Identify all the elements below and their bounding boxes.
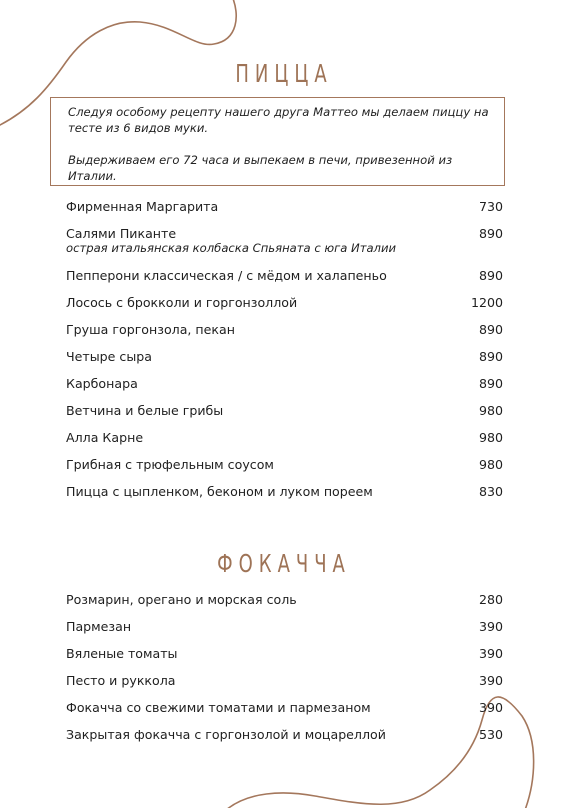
menu-item <box>66 727 503 745</box>
item-name: Ветчина и белые грибы <box>66 403 224 418</box>
item-price: 390 <box>478 646 503 661</box>
menu-item <box>66 295 503 313</box>
pizza-section-title: ПИЦЦА <box>235 58 333 88</box>
item-name: Лосось с брокколи и горгонзоллой <box>66 295 298 310</box>
item-name: Алла Карне <box>66 430 144 445</box>
menu-item <box>66 673 503 691</box>
item-price: 390 <box>478 700 503 715</box>
item-price: 890 <box>478 268 503 283</box>
item-price: 830 <box>478 484 503 499</box>
item-name: Фокачча со свежими томатами и пармезаном <box>66 700 371 715</box>
item-name: Розмарин, орегано и морская соль <box>66 592 297 607</box>
item-price: 980 <box>478 430 503 445</box>
item-name: Пармезан <box>66 619 132 634</box>
item-price: 890 <box>478 226 503 241</box>
item-price: 1200 <box>470 295 503 310</box>
menu-item <box>66 376 503 394</box>
menu-item <box>66 700 503 718</box>
item-price: 980 <box>478 457 503 472</box>
item-description: острая итальянская колбаска Спьяната с юга Италии <box>66 241 397 255</box>
intro-text-1: Следуя особому рецепту нашего друга Маттео мы делаем пиццу на тесте из 6 видов муки. <box>68 105 489 135</box>
focaccia-section-title: ФОКАЧЧА <box>217 548 351 578</box>
item-name: Груша горгонзола, пекан <box>66 322 235 337</box>
item-price: 280 <box>478 592 503 607</box>
item-price: 890 <box>478 349 503 364</box>
item-name: Вяленые томаты <box>66 646 178 661</box>
item-name: Пицца с цыпленком, беконом и луком пореем <box>66 484 373 499</box>
item-name: Пепперони классическая / с мёдом и халапеньо <box>66 268 387 283</box>
item-price: 730 <box>478 199 503 214</box>
item-price: 980 <box>478 403 503 418</box>
item-price: 890 <box>478 322 503 337</box>
item-price: 530 <box>478 727 503 742</box>
menu-item <box>66 199 503 217</box>
menu-item <box>66 646 503 664</box>
menu-item <box>66 322 503 340</box>
menu-item <box>66 349 503 367</box>
menu-item <box>66 226 503 258</box>
item-name: Фирменная Маргарита <box>66 199 219 214</box>
menu-item <box>66 619 503 637</box>
item-price: 390 <box>478 673 503 688</box>
item-price: 390 <box>478 619 503 634</box>
menu-item <box>66 484 503 502</box>
item-name: Песто и руккола <box>66 673 176 688</box>
menu-item <box>66 403 503 421</box>
menu-item <box>66 430 503 448</box>
intro-text-2: Выдерживаем его 72 часа и выпекаем в печи, привезенной из Италии. <box>68 153 453 183</box>
pizza-intro-box <box>50 97 505 186</box>
item-price: 890 <box>478 376 503 391</box>
item-name: Грибная с трюфельным соусом <box>66 457 274 472</box>
item-name: Салями Пиканте <box>66 226 177 241</box>
item-name: Карбонара <box>66 376 138 391</box>
menu-item <box>66 457 503 475</box>
item-name: Четыре сыра <box>66 349 152 364</box>
menu-item <box>66 592 503 610</box>
item-name: Закрытая фокачча с горгонзолой и моцареллой <box>66 727 386 742</box>
menu-item <box>66 268 503 286</box>
